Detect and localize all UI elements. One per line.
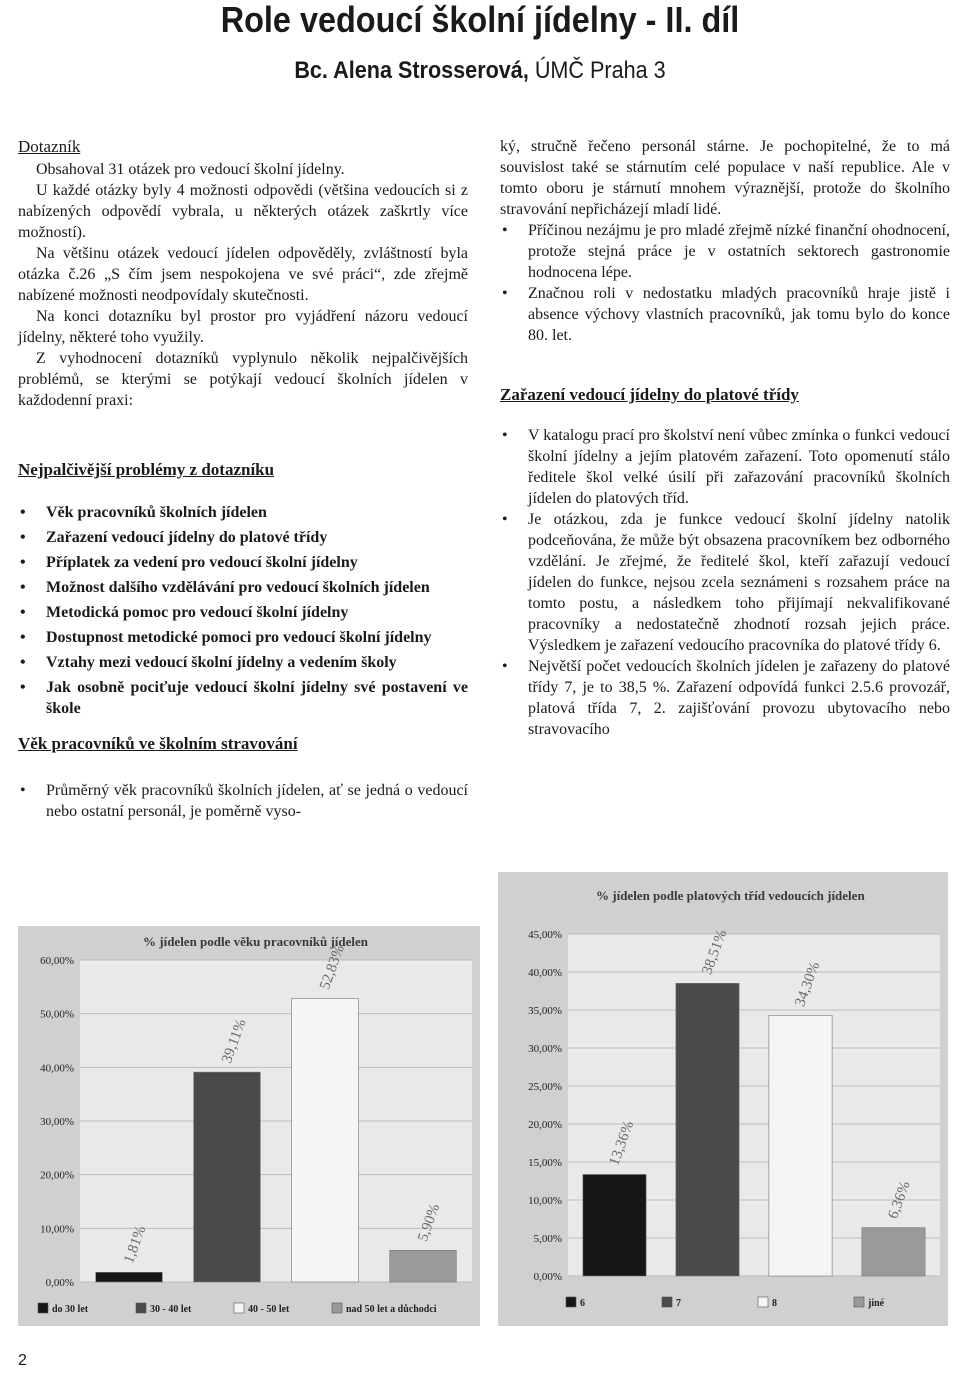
bar	[769, 1015, 832, 1276]
legend-label: nad 50 let a důchodci	[346, 1304, 437, 1315]
right-column	[500, 136, 950, 740]
data-label: 1,81%	[121, 1223, 150, 1266]
left-column	[18, 136, 468, 822]
list-item: • Věk pracovníků školních jídelen	[18, 502, 468, 523]
bar	[862, 1228, 925, 1276]
y-tick-label: 10,00%	[528, 1195, 562, 1207]
list-item: • Největší počet vedoucích školních jídelen je zařazeny do platové třídy 7, je to 38,5 %. Zařazení odpovídá funkci 2.5.6 provozář, platová třída 7, 2. zajišťování provozu ubytovacího nebo stravovacího	[500, 656, 950, 740]
y-tick-label: 10,00%	[40, 1223, 74, 1236]
legend-label: 8	[772, 1298, 777, 1309]
list-item: • Příčinou nezájmu je pro mladé zřejmě nízké finanční ohodnocení, protože stejná práce je v ostatních sektorech gastronomie hodnocena lépe.	[500, 220, 950, 283]
data-label: 13,36%	[606, 1118, 638, 1168]
legend-label: 30 - 40 let	[150, 1304, 192, 1315]
legend-swatch	[136, 1303, 146, 1313]
data-label: 52,83%	[317, 942, 348, 992]
y-tick-label: 20,00%	[40, 1169, 74, 1182]
data-label: 5,90%	[415, 1201, 444, 1244]
list-item: • Vztahy mezi vedoucí školní jídelny a vedením školy	[18, 652, 468, 673]
legend-swatch	[332, 1303, 342, 1313]
age-list	[18, 780, 468, 822]
list-item: • Jak osobně pociťuje vedoucí školní jídelny své postavení ve škole	[18, 677, 468, 719]
y-tick-label: 30,00%	[528, 1043, 562, 1055]
section-heading-problems: Nejpalčivější problémy z dotazníku	[18, 460, 275, 479]
y-tick-label: 45,00%	[528, 929, 562, 941]
bar	[390, 1250, 457, 1282]
section-heading-dotaznik: Dotazník	[18, 137, 81, 156]
list-item: • Možnost dalšího vzdělávání pro vedoucí školních jídelen	[18, 577, 468, 598]
list-item: • V katalogu prací pro školství není vůbec zmínka o funkci vedoucí školní jídelny a jejím platovém zařazení. Toto opomenutí stálo ředitele škol velké úsilí při zařazování pracovníků školních jídelen do platových tříd.	[500, 425, 950, 509]
section-heading-age: Věk pracovníků ve školním stravování	[18, 734, 298, 753]
legend-label: 6	[580, 1298, 585, 1309]
paragraph: Na konci dotazníku byl prostor pro vyjádření názoru vedoucí jídelny, některé toho využily.	[18, 308, 468, 346]
legend-swatch	[662, 1297, 672, 1307]
author-name: Bc. Alena Strosserová,	[294, 57, 529, 84]
y-tick-label: 25,00%	[528, 1081, 562, 1093]
list-item: • Příplatek za vedení pro vedoucí školní jídelny	[18, 552, 468, 573]
paragraph: Na většinu otázek vedoucí jídelen odpověděly, zvláštností byla otázka č.26 „S čím jsem nespokojena ve své práci“, zde zřejmě nabízené možnosti neodpovídaly skutečnosti.	[18, 245, 468, 304]
author-organization: ÚMČ Praha 3	[534, 57, 666, 84]
bar	[676, 983, 739, 1276]
data-label: 6,36%	[885, 1179, 914, 1222]
list-item: • Dostupnost metodické pomoci pro vedoucí školní jídelny	[18, 627, 468, 648]
y-tick-label: 50,00%	[40, 1008, 74, 1021]
list-item: • Značnou roli v nedostatku mladých pracovníků hraje jistě i absence výchovy vlastních pracovníků, jak tomu bylo do konce 80. let.	[500, 283, 950, 346]
list-item: • Je otázkou, zda je funkce vedoucí školní jídelny natolik podceňována, že může být obsazena pracovníkem bez odborného vzdělání. Je zřejmé, že ředitelé škol, kteří zařazují vedoucí jídelen do funkce, nejsou zcela seznámeni s rozsahem práce na tomto postu, a následkem toho přijímají nekvalifikované pracovníky a nedostatečně zhodnotí rozsah jejich práce. Výsledkem je zařazení vedoucího pracovníka do platové třídy 6.	[500, 509, 950, 656]
chart-title: % jídelen podle věku pracovníků jídelen	[143, 934, 368, 949]
y-tick-label: 0,00%	[45, 1277, 74, 1289]
y-tick-label: 20,00%	[528, 1119, 562, 1131]
data-label: 38,51%	[699, 927, 731, 977]
y-tick-label: 35,00%	[528, 1005, 562, 1017]
paragraph: Z vyhodnocení dotazníků vyplynulo několik nejpalčivějších problémů, se kterými se potýkají vedoucí školních jídelen v každodenní praxi:	[18, 350, 468, 409]
y-tick-label: 5,00%	[533, 1233, 562, 1245]
paragraph: Obsahoval 31 otázek pro vedoucí školní jídelny.	[36, 161, 345, 178]
list-item: • Průměrný věk pracovníků školních jídelen, ať se jedná o vedoucí nebo ostatní personál, je poměrně vyso-	[18, 780, 468, 822]
y-tick-label: 60,00%	[40, 955, 74, 967]
legend-label: 7	[676, 1298, 681, 1309]
article-title: Role vedoucí školní jídelny - II. díl	[220, 0, 740, 40]
bar	[583, 1174, 646, 1276]
legend-swatch	[38, 1303, 48, 1313]
bar	[194, 1072, 261, 1282]
y-tick-label: 15,00%	[528, 1157, 562, 1169]
legend-swatch	[758, 1297, 768, 1307]
chart-title: % jídelen podle platových tříd vedoucích jídelen	[596, 888, 865, 903]
y-tick-label: 30,00%	[40, 1116, 74, 1128]
legend-swatch	[854, 1297, 864, 1307]
data-label: 34,30%	[792, 959, 824, 1009]
salary-chart	[498, 872, 948, 1326]
legend-label: do 30 let	[52, 1304, 89, 1315]
list-item: • Zařazení vedoucí jídelny do platové třídy	[18, 527, 468, 548]
y-tick-label: 40,00%	[528, 967, 562, 979]
legend-label: jiné	[868, 1298, 885, 1309]
salary-list	[500, 425, 950, 740]
list-item: • Metodická pomoc pro vedoucí školní jídelny	[18, 602, 468, 623]
age-chart	[18, 926, 480, 1326]
age-chart-svg	[18, 926, 480, 1326]
paragraph: ký, stručně řečeno personál stárne. Je pochopitelné, že to má souvislost také se stárnutím celé populace v naší republice. Ale v tomto oboru je stárnutí mnohem výraznější, protože do školního stravování nepřicházejí mladí lidé.	[500, 138, 950, 218]
legend-swatch	[566, 1297, 576, 1307]
salary-chart-svg	[498, 872, 948, 1326]
page-number: 2	[18, 1352, 27, 1369]
age-reasons-list	[500, 220, 950, 346]
legend-swatch	[234, 1303, 244, 1313]
section-heading-salary: Zařazení vedoucí jídelny do platové třídy	[500, 385, 799, 404]
bar	[96, 1272, 163, 1282]
article-byline	[48, 56, 912, 86]
paragraph: U každé otázky byly 4 možnosti odpovědi (většina vedoucích si z nabízených odpovědí vybrala, u některých otázek zaškrtly více možností).	[18, 182, 468, 241]
bar	[292, 998, 359, 1282]
legend-label: 40 - 50 let	[248, 1304, 290, 1315]
y-tick-label: 40,00%	[40, 1062, 74, 1075]
data-label: 39,11%	[219, 1017, 250, 1066]
problems-list	[18, 502, 468, 719]
y-tick-label: 0,00%	[533, 1271, 562, 1283]
